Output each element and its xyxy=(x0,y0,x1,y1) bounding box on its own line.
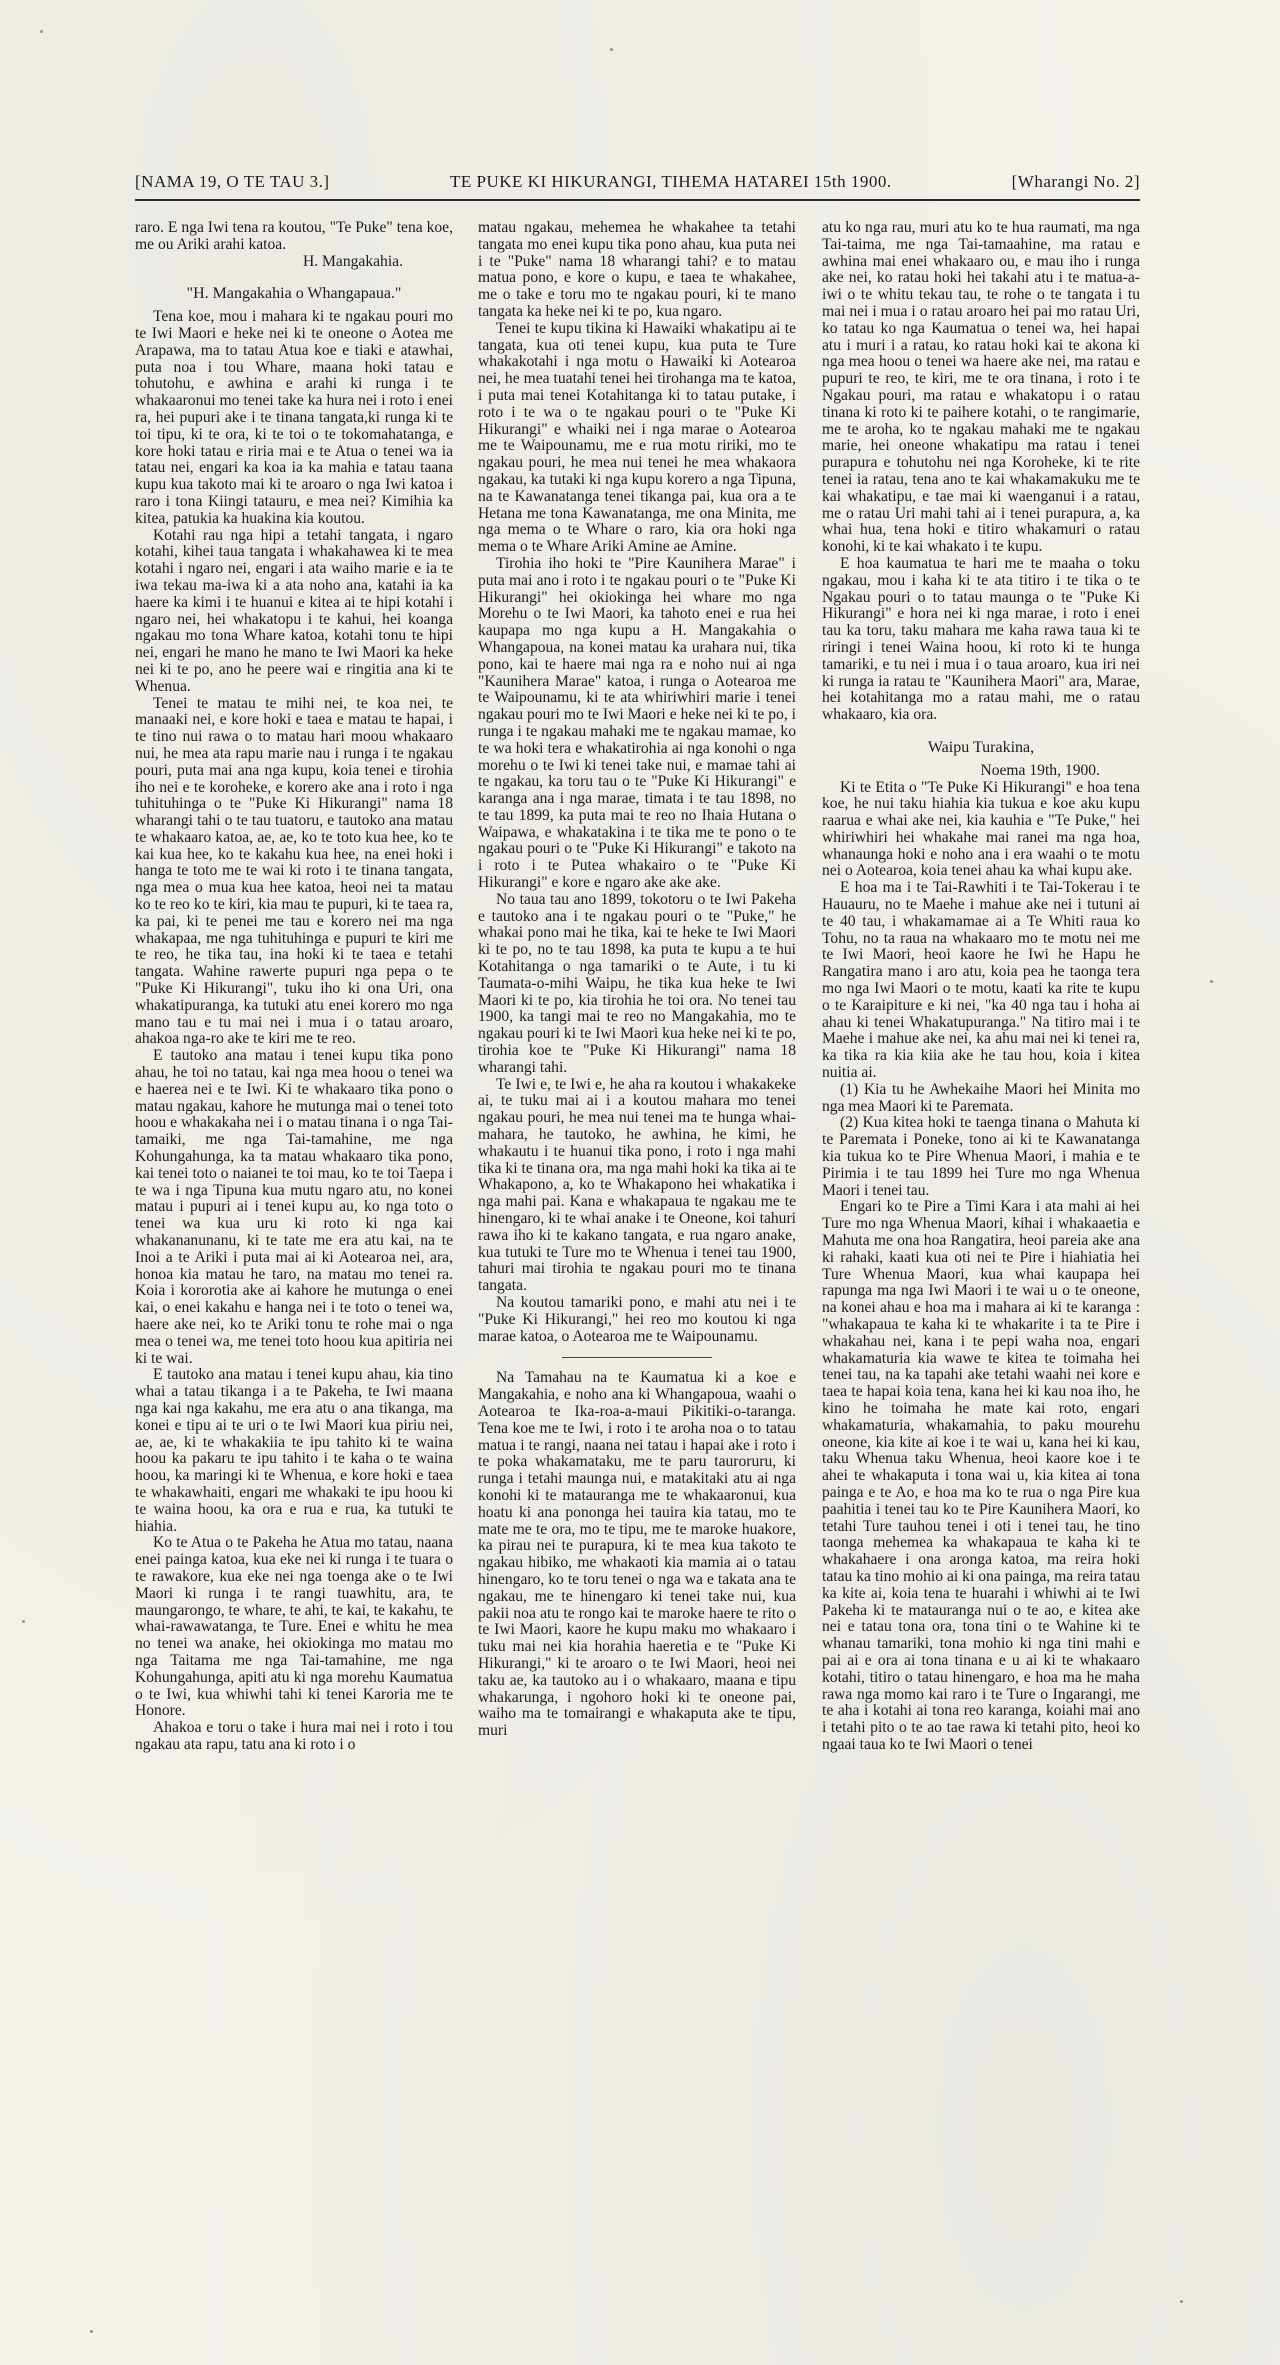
paragraph: Tenei te kupu tikina ki Hawaiki whakatipu ai te tangata, kua oti tenei kupu, kua puta te Ture whakakotahi i nga motu o Hawaiki ki Aotearoa nei, he mea tuatahi tenei hei tirohanga ma te katoa, i puta mai tenei Kotahitanga ki to tatau putake, i roto i te wa o te ngakau pouri o te "Puke Ki Hikurangi" e whaiki nei i nga marae o Aotearoa me te Waipounamu, me e rua motu ririki, mo te ngakau pouri, he mea nui tenei he mea whakaora ngakau, ka tutaki ki nga kupu korero a nga Tipuna, na te Kawanatanga tenei tikanga pai, kua ora a te Hetana me tona Kawanatanga, me ona Minita, me nga mema o te Whare o raro, kia ora hoki nga mema o te Whare Ariki Amine ae Amine. xyxy=(478,319,796,556)
paragraph: Na Tamahau na te Kaumatua ki a koe e Mangakahia, e noho ana ki Whangapoua, waahi o Aotearoa te Ika-roa-a-maui Pikitiki-o-taranga. Tena koe me te Iwi, i roto i te aroha noa o to tatau matua i te rangi, naana nei tatau i hapai ake i roto i te poka whakamataku, me te paru tauroruru, ki runga i tetahi maunga nui, e matakitaki atu ai nga konohi ki te matauranga me te whakaaronui, kua hoatu ki ana pononga hei tauira kia tatau, mo te mate me te ora, mo te tipu, me te maroke huakore, ka pirau nei te purapura, ki te mea kua takoto te ngakau hibiko, me whakaoti kia mamia ai o tatau hinengaro, ko te toru tenei o nga wa e takata ana te ngakau, me te hinengaro ki tenei take nui, kua pakii noa atu te rongo kai te maroke haere te rito o te Iwi Maori, kaore he kupu maku mo whakaaro i tuku mai nei kia horahia haeretia e te "Puke Ki Hikurangi," ki te aroaro o te Iwi Maori, heoi nei taku ae, ka tautoko au i o whakaaro, maana e tipu whakarunga, i ngohoro hoki ki te oneone pai, waiho ma te tomairangi e whakaputa ake te tipu, muri xyxy=(478,1369,796,1740)
paragraph: matau ngakau, mehemea he whakahee ta tetahi tangata mo enei kupu tika pono ahau, kua puta nei i te "Puke" nama 18 wharangi tahi? e to matau matua pono, e kore o kupu, e taea te whakahee, me o take e toru mo te ngakau pouri, ki te mano tangata ka heke nei ki te po, kua ngaro. xyxy=(478,220,796,320)
masthead xyxy=(135,172,1140,194)
print-speck xyxy=(22,1620,25,1623)
letter-title: "H. Mangakahia o Whangapaua." xyxy=(186,285,402,303)
page-number: [Wharangi No. 2] xyxy=(1011,172,1140,191)
paragraph: E hoa kaumatua te hari me te maaha o toku ngakau, mou i kaha ki te ata titiro i te tika o te Ngakau pouri o to tatau maunga o te "Puke Ki Hikurangi" e hora nei ki nga marae, i roto i enei tau ka toru, taku mahara me kaha rawa taua ki te riringi i tenei Waina hoou, ki roto ki te hunga tamariki, e tu nei i mua i o taua aroaro, kua iri nei ki runga ia ratau te "Kaunihera Maori" ara, Marae, hei kotahitanga mo a ratau mahi, me o ratau whakaaro, kia ora. xyxy=(822,554,1140,724)
paragraph: Tirohia iho hoki te "Pire Kaunihera Marae" i puta mai ano i roto i te ngakau pouri o te "Puke Ki Hikurangi" hei okiokinga hei whare mo nga Morehu o te Iwi Maori, ka tahoto enei e rua hei kaupapa mo nga kupu a H. Mangakahia o Whangapoua, na konei matau ka urahara nui, tika pono, kai te haere mai nga ra e noho nui ai nga "Kaunihera Marae" katoa, i runga o Aotearoa me te Waipounamu, ki te ata whiriwhiri marie i tenei ngakau pouri mo te Iwi Maori e heke nei ki te po, i runga i te ngakau mahaki me te ngakau mamae, ko te wa hoki tera e whakatirohia ai nga konohi o nga morehu o te Iwi ki tenei take nui, e mamae tahi ai te ngakau, ka toru tau o te "Puke Ki Hikurangi" e karanga ana i nga marae, timata i te tau 1898, no te tau 1899, ka puta mai te reo no Ihaia Hutana o Waipawa, e whakatakina i te tika me te pono o te ngakau pouri o te "Puke Ki Hikurangi" e takoto na i roto i te Putea whakairo o te "Puke Ki Hikurangi" e kore e ngaro ake ake ake. xyxy=(478,554,796,892)
print-speck xyxy=(90,2330,93,2333)
paragraph: E tautoko ana matau i tenei kupu tika pono ahau, he toi no tatau, kai nga mea hoou o tenei wa e haerea nei e te Iwi. Ki te whakaaro tika pono o matau ngakau, kahore he mutunga mai o tenei toto hoou e whakakaha nei i o matau tinana i o nga Tai-tamaiki, me nga Tai-tamahine, me nga Kohungahunga, ka ta matau whakaaro tika pono, kai tenei toto o naianei te toi mau, ko te toi Taepa i te wa i nga Tipuna kua mutu ngaro atu, no konei matau i pupuri ai i tenei kupu au, ko nga toto o tenei wa kua uru ki roto ki nga kai whakananunanu, ki te tate me era atu kai, na te Inoi a te Ariki i puta mai ai ki Aotearoa nei, ara, honoa kia matau he taro, na matau mo tenei ra. Koia i kororotia ake ai kahore he mutunga o enei kai, o enei kakahu e hanga nei i te toto o tenei wa, haere ake nei, ko te Ariki tonu te rohe mai o nga mea o tenei wa, me tenei toto hoou kua apitiria nei ki te wai. xyxy=(135,1047,453,1367)
paragraph: E hoa ma i te Tai-Rawhiti i te Tai-Tokerau i te Hauauru, no te Maehe i mahue ake nei i tutuni ai te 40 tau, i whakamamae ai a Te Whiti raua ko Tohu, no ta raua na whakaaro mo te motu nei me te Iwi Maori, heoi kaore he Iwi he Hapu he Rangatira mano i aro atu, koia pea he taonga tera mo nga Iwi Maori o te motu, kaati ka rite te kupu o te Karaipiture e ki nei, "ka 40 nga tau i hoha ai ahau ki tenei Whakatupuranga." Na titiro mai i te Maehe i mahue ake nei, ka ahu mai nei ki tenei ra, ka tika ra kia kiia ake he tau hou, koia i kitea nuitia ai. xyxy=(822,879,1140,1082)
paragraph: Tenei te matau te mihi nei, te koa nei, te manaaki nei, e kore hoki e taea e matau te hapai, i te tino nui rawa o to matau hari moou whakaaro nui, he mea ata rapu marie nau i runga i te ngakau pouri, puta mai ana nga kupu, koia tenei e tirohia iho nei e te koroheke, e korero ake ana i roto i nga tuhituhinga o te "Puke Ki Hikurangi" nama 18 wharangi tahi o te tau tuatoru, e tautoko ana matau te whakaaro katoa, ae, ae, ko te toto kua hee, ko te kai kua hee, ko te kakahu kua hee, na enei hoki i hanga te toto me te wai ki roto i te tinana tangata, nga mea o mua kua hee katoa, heoi nei ta matau ko te reo ko te kiri, kia mau te pupuri, ki te taea ra, ka pai, ki te penei me tau e korero nei ma nga whakapaa, me nga tuhituhinga e pupuri te kiri me te reo, he tika tau, ina hoki ki te taea e tetahi tangata. Wahine rawerte pupuri nga pepa o te "Puke Ki Hikurangi", tuku iho ki ona Uri, ona whakatipuranga, ka tutuki atu enei korero mo nga mano tau e tu mai nei i mua i o tatau aroaro, ahakoa nga-ro ake te kiri me te reo. xyxy=(135,694,453,1048)
paragraph: Tena koe, mou i mahara ki te ngakau pouri mo te Iwi Maori e heke nei ki te oneone o Aotea me Arapawa, ma to tatau Atua koe e tiaki e atawhai, puta noa i tou Whare, maana hoki tatau e tohutohu, e awhina e arahi ki runga i te whakaaronui mo tenei take ka hura nei i roto i enei ra, hei pupuri ake i te tinana tangata,ki runga ki te toi tipu, ki te ora, ki te toi o te tokomahatanga, e kore hoki tatau e riria mai e te Atua o tenei wa ia tatau nei, engari ka koa ia ka mahia e tatau taana kupu kua takoto mai ki te aroaro o nga Iwi katoa i raro i tona Kiingi tatauru, e mea nei? Kimihia ka kitea, patukia ka huakina kia koutou. xyxy=(135,308,453,527)
paragraph: Na koutou tamariki pono, e mahi atu nei i te "Puke Ki Hikurangi," hei reo mo koutou ki nga marae katoa, o Aotearoa me te Waipounamu. xyxy=(478,1294,796,1345)
paragraph: E tautoko ana matau i tenei kupu ahau, kia tino whai a tatau tikanga i a te Pakeha, te Iwi maana nga kai nga kakahu, me era atu o ana tikanga, ma konei e tipu ai te uri o te Iwi Maori kua piriu nei, ae, ae, ki te whakakiia te ipu tahito ki te waina hoou ka pakaru te ipu tahito i te kaha o te waina hoou, ka maringi ki te Whenua, e kore hoki e taea te whakawhaiti, engari me whakaki te ipu hoou ki te waina hoou, ka ora e rua e rua, ka tutuki te hiahia. xyxy=(135,1366,453,1535)
print-speck xyxy=(610,48,613,51)
paragraph: atu ko nga rau, muri atu ko te hua raumati, ma nga Tai-taima, me nga Tai-tamaahine, ma ratau e awhina mai enei whakaaro ou, e mau iho i runga ake nei, ko ratau hoki hei takahi atu i te matua-a-iwi o te whitu tekau tau, te rohe o te tangata i tu mai nei i mua i o ratau aroaro hei pai mo ratau Uri, ko tatau ko nga Kaumatua o tenei wa, hei hapai atu i muri i a ratau, ko ratau hoki kai te akona ki nga mea hoou o tenei wa haere ake nei, ma ratau e pupuri te reo, te kiri, me te ora tinana, i roto i te Ngakau pouri, ma ratau e whakatopu i o ratau tinana ki roto ki te paihere kotahi, o te rangimarie, me te aroha, ko te ngakau mahaki me te ngakau marie, hei oneone whakatipu ma ratau i tenei purapura e tohutohu nei nga Koroheke, ki te rite tenei ia ratau, tena ano te kai whakamakuku me te kai whakatipu, e tae mai ki waenganui i a ratau, me o ratau Uri mahi tahi ai i tenei purapura, a, ka whai hua, tena hoki e titiro whakamuri o ratau konohi, ki te kai whakato i te kupu. xyxy=(822,220,1140,556)
paragraph: Engari ko te Pire a Timi Kara i ata mahi ai hei Ture mo nga Whenua Maori, kihai i whakaaetia e Mahuta me ona hoa Rangatira, heoi pareia ake ana ki rahaki, kaati kua oti nei te Pire i hiahiatia hei Ture Whenua Maori, kua whai kaupapa hei rapunga ma nga Iwi Maori i te wai u o te oneone, na konei ahau e hoa ma i mahara ai ki te karanga : "whakapaua te kaha ki te whakarite i ta te Pire i whakahau nei, kana i te pepi waha noa, engari whakamaturia kia wawe te kitea te toimaha hei tenei tau, na ka tapahi ake tetahi waahi nei kore e taea te hapai koia tena, kana hei ki kau noa iho, he kino he toimaha he mate kai roto, engari whakamaturia, whakamahia, to paku mourehu oneone, kia kite ai koe i te wai u, kana hei ki kau, taku Whenua taku Whenua, heoi kaore koe i te ahei te whakaputa i tona wai u, kia kitea ai tona painga e te Ao, e hoa ma ko te rua o nga Pire kua paahitia i tenei tau ko te Pire Kaunihera Maori, ko tetahi Ture tauhou tenei i oti i tenei tau, he tino taonga mehemea ka whakapaua te kaha ki te whakahaere i ona aronga katoa, ma reira hoki tatau ka tino mohio ai ki ona painga, ma reira tatau ka kite ai, koia tena te huarahi i whiwhi ai te Iwi Pakeha ki te matauranga nui o te ao, e kitea ake nei e tatau tona ora, tona tini o te Wahine ki te whanau tamariki, tona mohio ki nga tini mahi e pai ai e ora ai tona tinana e u ai ki te whakaaro kotahi, titiro o tatau hinengaro, e hoa ma he maha rawa nga momo kai raro i te Ture o Ingarangi, me te aha i kotahi ai tona reo karanga, koiahi mai ano i tetahi pito o te ao tae rawa ki tetahi pito, heoi ko ngaai taua ko te Iwi Maori o tenei xyxy=(822,1198,1140,1753)
paragraph: Ahakoa e toru o take i hura mai nei i roto i tou ngakau ata rapu, tatu ana ki roto i o xyxy=(135,1719,453,1753)
issue-number: [NAMA 19, O TE TAU 3.] xyxy=(135,172,330,191)
newspaper-title: TE PUKE KI HIKURANGI, TIHEMA HATAREI 15th 1900. xyxy=(450,172,892,191)
paragraph: Ki te Etita o "Te Puke Ki Hikurangi" e hoa tena koe, he nui taku hiahia kia tukua e koe aku kupu raarua e whai ake nei, kia kauhia e "Te Puke," hei whiriwhiri hei whakahe mai ranei ma nga hoa, whanaunga hoki e noho ana i era waahi o te motu nei o Aotearoa, koia tenei ahau ka whai kupu ake. xyxy=(822,778,1140,880)
paragraph: No taua tau ano 1899, tokotoru o te Iwi Pakeha e tautoko ana i te ngakau pouri o te "Puke," he whakai pono mai he tika, kai te heke te Iwi Maori ki te po, no te tau 1898, ka puta te kupu a te hui Kotahitanga o nga tamariki o te Aute, i tu ki Taumata-o-mihi Waipu, he tika kua heke te Iwi Maori ki te po, kia tirohia he toi ora. No tenei tau 1900, ka tangi mai te reo no Mangakahia, mo te ngakau pouri ki te Iwi Maori kua heke nei ki te po, tirohia koe te "Puke Ki Hikurangi" nama 18 wharangi tahi. xyxy=(478,890,796,1076)
numbered-item: (2) Kua kitea hoki te taenga tinana o Mahuta ki te Paremata i Poneke, tono ai ki te Kawanatanga kia tukua ko te Pire Whenua Maori, i mahia e te Pirimia i te tau 1899 hei Ture mo nga Whenua Maori i tenei tau. xyxy=(822,1114,1140,1199)
numbered-item: (1) Kia tu he Awhekaihe Maori hei Minita mo nga mea Maori ki te Paremata. xyxy=(822,1080,1140,1115)
paragraph: raro. E nga Iwi tena ra koutou, "Te Puke" tena koe, me ou Ariki arahi katoa. xyxy=(135,220,453,253)
column-1 xyxy=(135,220,453,2260)
header-rule xyxy=(135,199,1140,201)
paragraph: Te Iwi e, te Iwi e, he aha ra koutou i whakakeke ai, te tuku mai ai i a koutou mahara mo tenei ngakau pouri, he mea nui tenei ma te hunga whai-mahara, he tautoko, he awhina, he kimi, he whakautu i te huanui tika pono, i roto i nga mahi tika ki te tinana ora, ma nga mahi hoki ka tika ai te Whakapono, a, ko te Whakapono hei whakatika i nga mahi pai. Kana e whakapaua te ngakau me te hinengaro, ki te whai anake i te Oneone, koi tahuri rawa iho ki te kakano tangata, e rua ngaro anake, kua tutuki te Ture mo te Whenua i tenei tau 1900, tahuri mai tirohia te ngakau pouri mo te tinana tangata. xyxy=(478,1075,796,1295)
print-speck xyxy=(1210,980,1213,983)
section-divider xyxy=(562,1357,712,1358)
column-2 xyxy=(478,220,796,2260)
dateline-place: Waipu Turakina, xyxy=(927,738,1035,756)
column-3 xyxy=(822,220,1140,2260)
dateline-date: Noema 19th, 1900. xyxy=(980,761,1100,779)
signature: H. Mangakahia. xyxy=(302,252,403,270)
print-speck xyxy=(40,30,43,33)
print-speck xyxy=(1180,2300,1183,2303)
paragraph: Ko te Atua o te Pakeha he Atua mo tatau, naana enei painga katoa, kua eke nei ki runga i te tuara o te rawakore, kua eke nei nga toenga ake o te Iwi Maori ki runga i te rangi tuawhitu, ara, te maungarongo, te whare, te ahi, te kai, te kakahu, te whai-rawawatanga, te Ture. Enei e whitu he mea no tenei wa anake, hei okiokinga mo matau mo nga Taitama me nga Tai-tamahine, me nga Kohungahunga, apiti atu ki nga morehu Kaumatua o te Iwi, kua whiwhi tahi ki tenei Karoria me te Honore. xyxy=(135,1534,453,1720)
paragraph: Kotahi rau nga hipi a tetahi tangata, i ngaro kotahi, kihei taua tangata i whakahawea ki te mea kotahi i ngaro nei, engari i ata waiho marie e ia te iwa tekau ma-iwa ki a ata noho ana, katahi ia ka haere ka kimi i te huanui e kitea ai te hipi kotahi i ngaro nei, hei whakatopu i te kahui, hei koanga ngakau mo tona Whare katoa, kotahi tonu te hipi nei, engari he mano he mano te Iwi Maori ka heke nei ki te po, ano he peere wai e ringitia ana ki te Whenua. xyxy=(135,526,453,695)
